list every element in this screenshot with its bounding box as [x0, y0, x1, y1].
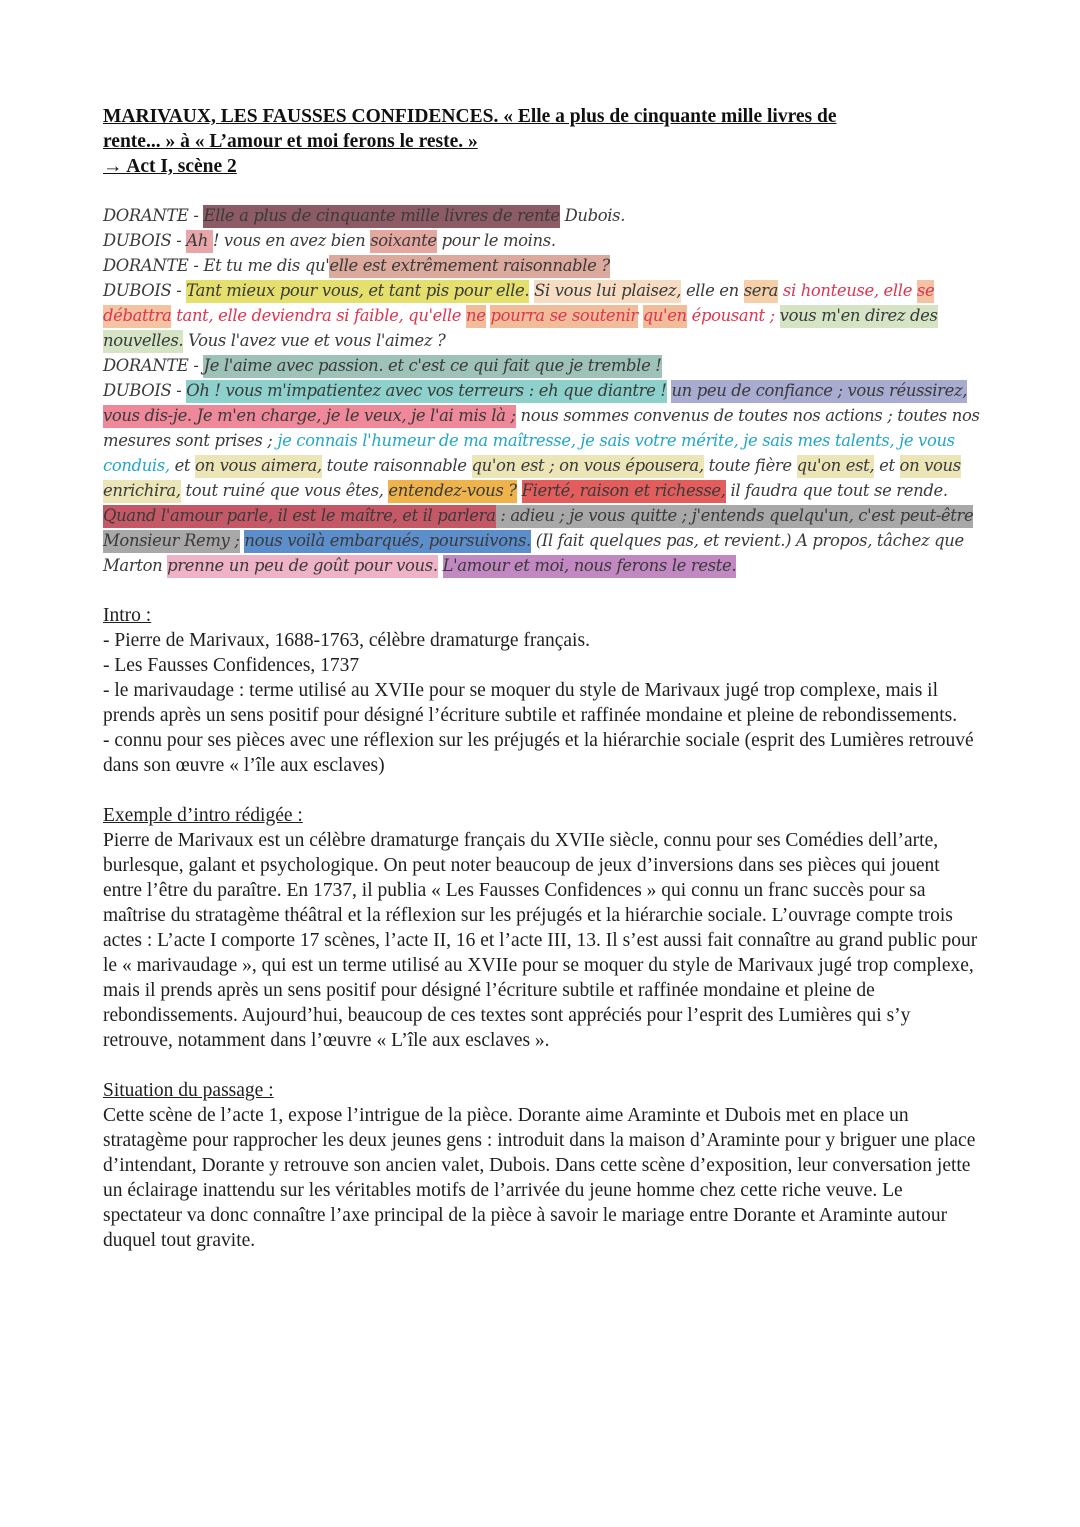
example-intro-text: Pierre de Marivaux est un célèbre dramaturge français du XVIIe siècle, connu pour ses Comédies dell’arte, burlesque, galant et psychologique. On peut noter beaucoup de jeux d’inversions dans ses pièces qui jouent entre l’être du paraître. En 1737, il publia « Les Fausses Confidences » qui connu un franc succès pour sa maîtrise du stratagème théâtral et la réflexion sur les préjugés et la hiérarchie sociale. L’ouvrage compte trois actes : L’acte I comporte 17 scènes, l’acte II, 16 et l’acte III, 13. Il s’est aussi fait connaître au grand public pour le « marivaudage », qui est un terme utilisé au XVIIe pour se moquer du style de Marivaux jugé trop complexe, mais il prends après un sens positif pour désigné l’écriture subtile et raffinée mondaine et pleine de rebondissements. Aujourd’hui, beaucoup de ces textes sont appréciés pour l’esprit des Lumières qui s’y retrouve, notamment dans l’œuvre « L’île aux esclaves ».	[103, 830, 978, 1051]
highlighted-phrase: un peu de confiance ; vous réussirez,	[671, 380, 967, 403]
dialogue-text	[638, 306, 643, 325]
dialogue-text: Et tu me dis qu'	[203, 256, 330, 275]
speaker-name: DUBOIS -	[103, 231, 187, 250]
highlighted-phrase: entendez-vous ?	[388, 480, 516, 503]
intro-section	[103, 603, 983, 778]
highlighted-phrase: Elle a plus de cinquante mille livres de rente	[203, 205, 559, 228]
dialogue-text: et	[169, 456, 196, 475]
intro-line: - connu pour ses pièces avec une réflexion sur les préjugés et la hiérarchie sociale (esprit des Lumières retrouvé dans son œuvre « l’île aux esclaves)	[103, 730, 974, 776]
dialogue-text: je connais l'humeur de ma maîtresse, je sais votre mérite, je sais mes talents, je vous conduis,	[103, 431, 955, 475]
dialogue-line	[103, 253, 983, 278]
highlighted-dialogue-excerpt	[103, 203, 983, 578]
dialogue-text: si honteuse, elle	[778, 281, 917, 300]
dialogue-line	[103, 353, 983, 378]
dialogue-text: Vous l'avez vue et vous l'aimez ?	[183, 331, 446, 350]
dialogue-text: pour le moins.	[436, 231, 556, 250]
document-title	[103, 104, 983, 179]
speaker-name: DUBOIS -	[103, 281, 187, 300]
intro-heading: Intro :	[103, 605, 152, 626]
highlighted-phrase: : adieu ; je vous quitte ; j'entends quelqu'un, c'est peut-être Monsieur Remy ;	[103, 505, 973, 553]
highlighted-phrase: on vous enrichira,	[103, 455, 961, 503]
highlighted-phrase: ne	[466, 305, 486, 328]
dialogue-text: Dubois.	[559, 206, 626, 225]
highlighted-phrase: elle est extrêmement raisonnable ?	[329, 255, 609, 278]
dialogue-line	[103, 228, 983, 253]
highlighted-phrase: qu'on est ; on vous épousera,	[472, 455, 704, 478]
highlighted-phrase: Ah	[186, 230, 213, 253]
title-line-1: MARIVAUX, LES FAUSSES CONFIDENCES. « Elle a plus de cinquante mille livres de	[103, 106, 837, 127]
intro-line: - Les Fausses Confidences, 1737	[103, 655, 360, 676]
highlighted-phrase: vous m'en direz des nouvelles.	[103, 305, 938, 353]
example-intro-section	[103, 803, 983, 1053]
highlighted-phrase: sera	[744, 280, 778, 303]
dialogue-text: tant, elle deviendra si faible, qu'elle	[171, 306, 467, 325]
dialogue-text: il faudra que tout se rende.	[725, 481, 948, 500]
highlighted-phrase: Fierté, raison et richesse,	[522, 480, 726, 503]
dialogue-text: épousant ;	[686, 306, 780, 325]
highlighted-phrase: nous voilà embarqués, poursuivons.	[244, 530, 531, 553]
document-page	[103, 104, 983, 1253]
situation-section	[103, 1078, 983, 1253]
dialogue-text: (Il fait quelques pas, et revient.) A propos, tâchez que Marton	[103, 531, 964, 575]
highlighted-phrase: Je l'aime avec passion. et c'est ce qui fait que je tremble !	[203, 355, 661, 378]
speaker-name: DORANTE -	[103, 256, 204, 275]
highlighted-phrase: pourra se soutenir	[490, 305, 637, 328]
highlighted-phrase: Tant mieux pour vous, et tant pis pour elle.	[186, 280, 529, 303]
title-line-2: rente... » à « L’amour et moi ferons le reste. »	[103, 131, 478, 152]
highlighted-phrase: on vous aimera,	[195, 455, 322, 478]
highlighted-phrase: L'amour et moi, nous ferons le reste.	[443, 555, 737, 578]
speaker-name: DUBOIS -	[103, 381, 187, 400]
dialogue-line	[103, 203, 983, 228]
dialogue-line	[103, 278, 983, 353]
highlighted-phrase: qu'on est,	[797, 455, 875, 478]
highlighted-phrase: Si vous lui plaisez,	[534, 280, 681, 303]
highlighted-phrase: prenne un peu de goût pour vous.	[167, 555, 438, 578]
highlighted-phrase: soixante	[370, 230, 437, 253]
highlighted-phrase: Quand l'amour parle, il est le maître, et il parlera	[103, 505, 496, 528]
dialogue-text: nous sommes convenus de toutes nos actions ; toutes nos mesures sont prises ;	[103, 406, 980, 450]
highlighted-phrase: qu'en	[643, 305, 687, 328]
speaker-name: DORANTE -	[103, 206, 204, 225]
speaker-name: DORANTE -	[103, 356, 204, 375]
dialogue-text: elle en	[681, 281, 744, 300]
dialogue-text	[438, 556, 443, 575]
intro-line: - Pierre de Marivaux, 1688-1763, célèbre dramaturge français.	[103, 630, 590, 651]
example-intro-heading: Exemple d’intro rédigée :	[103, 805, 303, 826]
highlighted-phrase: se débattra	[103, 280, 934, 328]
situation-heading: Situation du passage :	[103, 1080, 274, 1101]
highlighted-phrase: vous dis-je. Je m'en charge, je le veux, je l'ai mis là ;	[103, 405, 516, 428]
act-scene-label: → Act I, scène 2	[103, 156, 237, 177]
intro-line: - le marivaudage : terme utilisé au XVIIe pour se moquer du style de Marivaux jugé trop complexe, mais il prends après un sens positif pour désigné l’écriture subtile et raffinée mondaine et pleine de rebondissements.	[103, 680, 958, 726]
highlighted-phrase: Oh ! vous m'impatientez avec vos terreurs : eh que diantre !	[186, 380, 666, 403]
dialogue-text: toute raisonnable	[321, 456, 472, 475]
dialogue-text: tout ruiné que vous êtes,	[180, 481, 389, 500]
dialogue-text	[517, 481, 522, 500]
situation-text: Cette scène de l’acte 1, expose l’intrigue de la pièce. Dorante aime Araminte et Dubois met en place un stratagème pour rapprocher les deux jeunes gens : introduit dans la maison d’Araminte pour y briguer une place d’intendant, Dorante y retrouve son ancien valet, Dubois. Dans cette scène d’exposition, leur conversation jette un éclairage inattendu sur les véritables motifs de l’arrivée du jeune homme chez cette riche veuve. Le spectateur va donc connaître l’axe principal de la pièce à savoir le mariage entre Dorante et Araminte autour duquel tout gravite.	[103, 1105, 976, 1251]
dialogue-text: ! vous en avez bien	[212, 231, 371, 250]
dialogue-text: et	[874, 456, 900, 475]
dialogue-text: toute fière	[703, 456, 797, 475]
dialogue-line	[103, 378, 983, 578]
